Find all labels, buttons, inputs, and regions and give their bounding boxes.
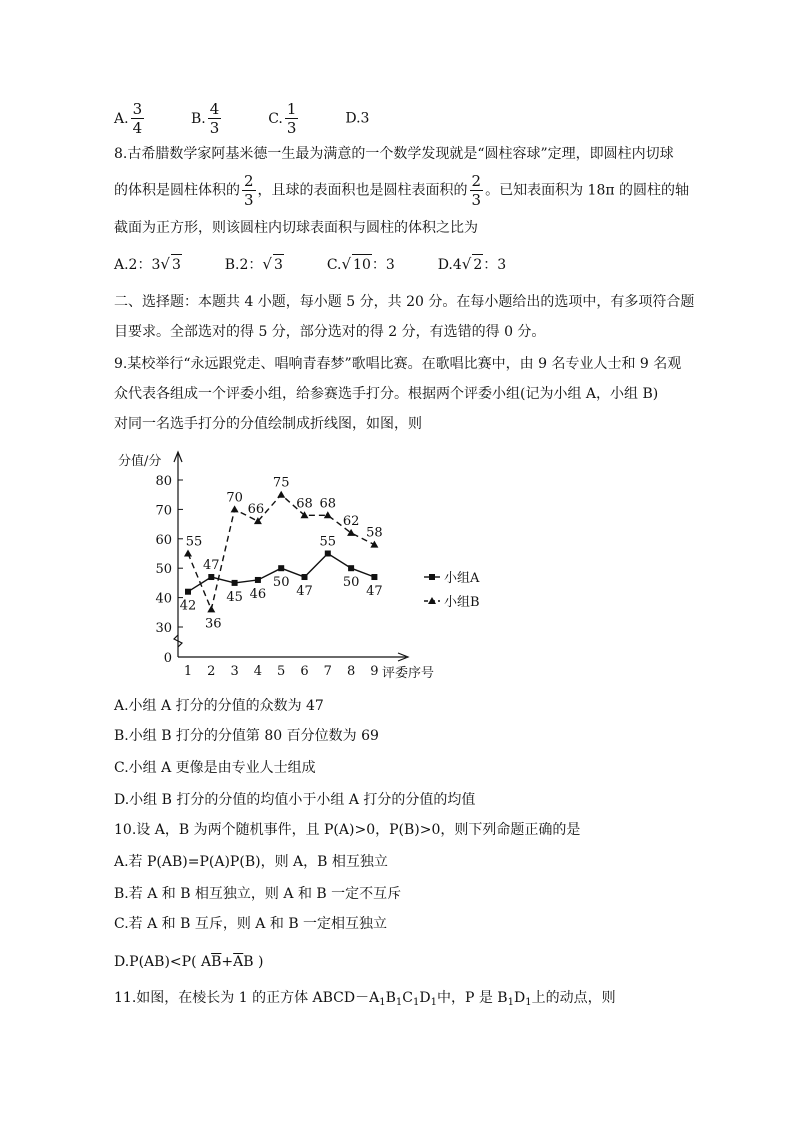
q10-d-a1: A: [200, 954, 212, 970]
q8-options: [114, 254, 506, 275]
q8-line3: 截面为正方形，则该圆柱内切球表面积与圆柱的体积之比为: [114, 220, 478, 236]
data-point: [324, 511, 332, 518]
data-label: 47: [203, 558, 220, 574]
q10-d-a2-complement: $\overline{A}$: [233, 954, 244, 970]
q8-option-b: B.2：√ 3: [224, 255, 283, 273]
q9-line1: 9.某校举行“永远跟党走、唱响青春梦”歌唱比赛。在歌唱比赛中，由 9 名专业人士和 9 名观: [114, 356, 682, 372]
q11-sub6: 1: [525, 997, 532, 1008]
q11-part-c: C: [402, 990, 413, 1006]
q7-c-num: 1: [286, 100, 297, 118]
q7-b-num: 4: [209, 100, 220, 118]
q8-frac1-den: 3: [244, 191, 254, 209]
data-label: 70: [226, 490, 243, 506]
section2-line1: 二、选择题：本题共 4 小题，每小题 5 分，共 20 分。在每小题给出的选项中，有多项符合题: [114, 294, 695, 310]
data-point: [348, 565, 354, 571]
y-tick-label: 40: [155, 591, 172, 607]
q11-part-a: 11.如图，在棱长为 1 的正方体 ABCD－A: [114, 990, 380, 1006]
data-label: 66: [247, 502, 265, 518]
q10-d-b2: B: [243, 954, 254, 970]
q11-sub2: 1: [395, 997, 403, 1008]
q7-b-den: 3: [209, 119, 220, 137]
data-label: 36: [205, 616, 222, 632]
q9-option-d: D.小组 B 打分的分值的均值小于小组 A 打分的分值的均值: [114, 792, 476, 808]
q11-part-f: D: [513, 990, 526, 1006]
data-point: [302, 574, 308, 580]
q7-c-den: 3: [286, 119, 297, 137]
q7-b-fraction: [208, 100, 222, 137]
data-label: 42: [179, 598, 197, 614]
q7-option-a: [114, 100, 151, 137]
q11-part-d: D: [419, 990, 431, 1006]
q7-a-num: 3: [132, 100, 143, 118]
q7-option-b: [191, 100, 228, 137]
data-label: 55: [185, 534, 203, 550]
q10-stem: 10.设 A，B 为两个随机事件，且 P(A)>0，P(B)>0，则下列命题正确的是: [114, 822, 581, 838]
q10-option-c: C.若 A 和 B 互斥，则 A 和 B 一定相互独立: [114, 916, 388, 932]
data-label: 50: [342, 575, 360, 591]
q10-option-a: A.若 P(AB)=P(A)P(B)，则 A，B 相互独立: [114, 854, 388, 870]
q10-d-b1-complement: $\overline{B}$: [211, 954, 222, 970]
q8-option-c: C.√ 10：3: [326, 255, 395, 273]
data-point: [184, 550, 192, 557]
q7-c-prefix: C.: [268, 110, 283, 127]
q11-part-e: 中，P 是 B: [436, 990, 508, 1006]
q10-d-plus: +: [221, 954, 234, 970]
y-tick-label: 70: [155, 503, 172, 519]
x-tick-label: 5: [277, 664, 286, 679]
q7-a-prefix: A.: [114, 110, 129, 127]
q8-line2: [114, 172, 689, 209]
x-tick-label: 7: [323, 664, 332, 679]
q11-part-g: 上的动点，则: [531, 990, 616, 1006]
q7-a-fraction: [131, 100, 145, 137]
legend-label-a: 小组A: [444, 571, 480, 586]
q10-option-b: B.若 A 和 B 相互独立，则 A 和 B 一定不互斥: [114, 886, 402, 902]
q7-options: [114, 100, 369, 137]
data-point: [370, 541, 378, 548]
q8-option-d: D.4√ 2：3: [437, 255, 507, 273]
q8-frac2: [470, 172, 484, 209]
y-tick-label: 60: [155, 532, 172, 548]
y-tick-label: 80: [155, 474, 172, 489]
data-label: 55: [319, 534, 337, 550]
q8-line1: 8.古希腊数学家阿基米德一生最为满意的一个数学发现就是“圆柱容球”定理，即圆柱内切球: [114, 146, 674, 162]
y-tick-label: 30: [155, 621, 172, 636]
q7-a-den: 4: [132, 119, 143, 137]
q8-line2-c: 。已知表面积为 18π 的圆柱的轴: [485, 182, 690, 199]
q8-b-prefix: B.2：: [224, 257, 263, 273]
data-point: [325, 551, 331, 557]
q11-sub4: 1: [430, 997, 437, 1008]
section2-line2: 目要求。全部选对的得 5 分，部分选对的得 2 分，有选错的得 0 分。: [114, 324, 546, 340]
q8-option-a: A.2：3√ 3: [114, 255, 181, 273]
q9-line2: 众代表各组成一个评委小组，给参赛选手打分。根据两个评委小组(记为小组 A，小组 B): [114, 386, 659, 402]
data-label: 50: [272, 575, 290, 591]
x-tick-label: 2: [207, 664, 216, 679]
x-tick-label: 1: [183, 664, 193, 679]
q8-line2-a: 的体积是圆柱体积的: [114, 182, 240, 199]
q10-d-prefix: D.P(AB)<P(: [114, 954, 197, 970]
q9-option-b: B.小组 B 打分的分值第 80 百分位数为 69: [114, 728, 379, 744]
q9-line3: 对同一名选手打分的分值绘制成折线图，如图，则: [114, 416, 422, 432]
q10-option-d: [114, 952, 263, 972]
q7-option-c: [268, 100, 305, 137]
q11-sub1: 1: [379, 997, 386, 1008]
q9-option-a: A.小组 A 打分的分值的众数为 47: [114, 698, 324, 714]
q8-a-prefix: A.2：3: [114, 257, 161, 273]
data-point: [278, 565, 284, 571]
data-label: 68: [296, 496, 313, 512]
q8-d-prefix: D.4: [437, 257, 462, 273]
data-label: 45: [226, 589, 243, 605]
q8-frac2-num: 2: [471, 172, 482, 190]
x-tick-label: 8: [346, 664, 356, 679]
q8-d-radicand: 2: [472, 254, 483, 275]
x-tick-label: 3: [230, 664, 239, 679]
q8-b-radicand: 3: [273, 254, 284, 275]
data-point: [277, 491, 285, 498]
q11-sub3: 1: [413, 997, 420, 1008]
q8-line2-b: ，且球的表面积也是圆柱表面积的: [257, 182, 468, 199]
q8-a-radicand: 3: [171, 254, 182, 275]
q8-frac1: [242, 172, 256, 209]
data-label: 47: [296, 584, 313, 600]
y-tick-label: 50: [155, 562, 172, 578]
data-label: 62: [342, 513, 360, 529]
q8-c-suffix: ：3: [371, 257, 395, 273]
chart-marks: [180, 476, 480, 632]
origin-label: 0: [163, 651, 172, 666]
x-tick-label: 4: [253, 664, 263, 679]
q8-c-radicand: 10: [352, 254, 372, 275]
data-point: [232, 580, 238, 586]
x-tick-label: 9: [370, 664, 379, 679]
legend-label-b: 小组B: [444, 595, 480, 610]
q9-option-c: C.小组 A 更像是由专业人士组成: [114, 760, 316, 776]
q7-b-prefix: B.: [191, 110, 206, 127]
q8-c-prefix: C.: [326, 257, 342, 273]
legend-marker-a: [429, 574, 435, 580]
q7-c-fraction: [285, 100, 299, 137]
data-point: [255, 577, 261, 583]
data-label: 58: [366, 525, 383, 541]
q10-d-close: ): [258, 954, 264, 970]
line-chart: [110, 440, 480, 685]
y-axis-label: 分值/分: [118, 454, 162, 469]
x-axis-label: 评委序号: [382, 666, 435, 681]
q11-part-b: B: [385, 990, 396, 1006]
q8-d-suffix: ：3: [483, 257, 507, 273]
data-label: 46: [249, 586, 267, 602]
data-label: 68: [319, 496, 337, 512]
data-point: [371, 574, 377, 580]
data-point: [231, 505, 239, 512]
q7-option-d: D.3: [345, 110, 370, 127]
data-label: 47: [366, 584, 383, 600]
data-point: [208, 574, 214, 580]
x-tick-label: 6: [300, 664, 309, 679]
data-label: 75: [272, 475, 290, 491]
q11-sub5: 1: [507, 997, 514, 1008]
q11-stem: [114, 988, 616, 1013]
q8-frac1-num: 2: [244, 172, 254, 190]
data-point: [185, 589, 191, 595]
q8-frac2-den: 3: [471, 191, 482, 209]
data-point: [207, 605, 215, 612]
